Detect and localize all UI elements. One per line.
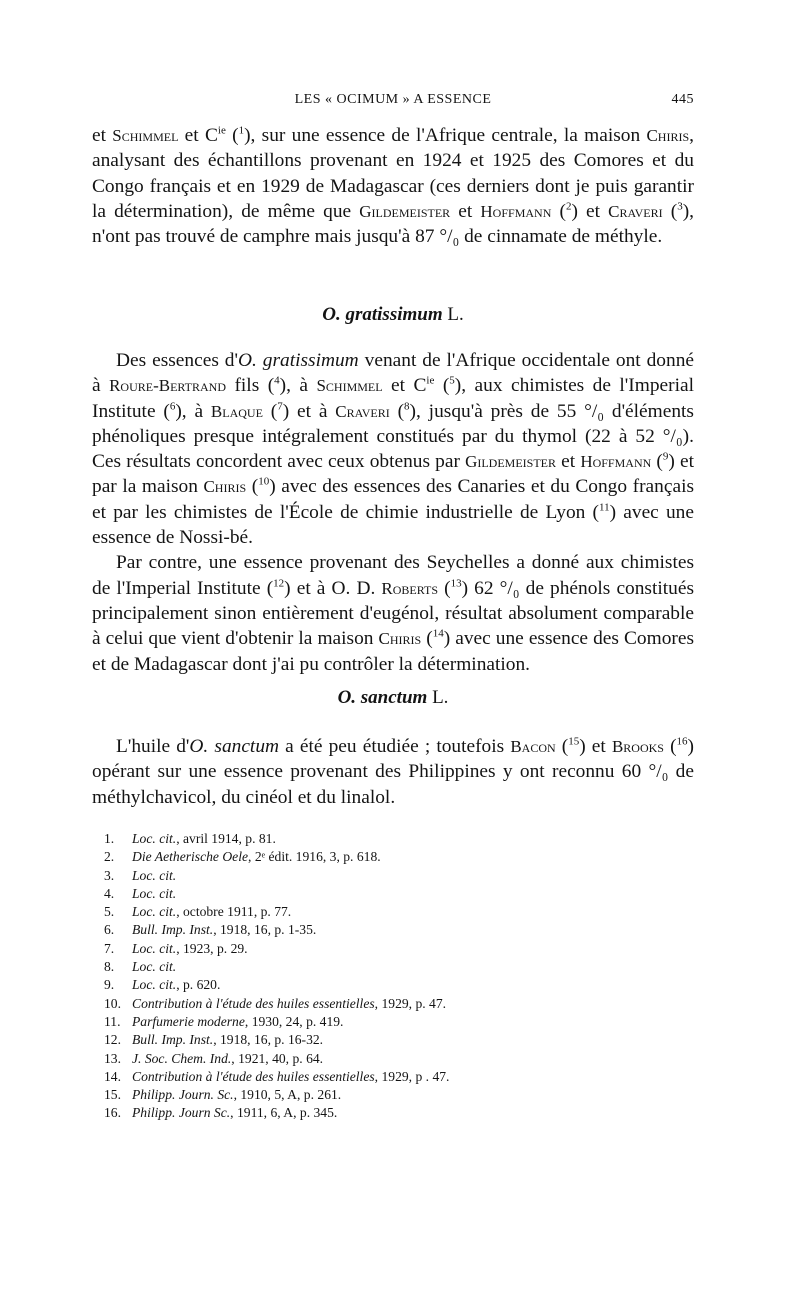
footnote-ref: 8 <box>404 400 410 413</box>
footnote-ref: 1 <box>238 124 245 137</box>
species-name: O. sanctum <box>337 687 428 708</box>
footnote: 11. Parfumerie moderne, 1930, 24, p. 419. <box>104 1013 344 1029</box>
section-title-gratissimum <box>92 304 694 326</box>
footnote-ref: 11 <box>599 501 610 514</box>
footnote-ref: 12 <box>273 577 285 590</box>
footnote-ref: 2 <box>565 200 572 213</box>
author-name: Hoffmann <box>480 201 552 221</box>
footnote-ref: 9 <box>662 450 669 463</box>
footnote: 4. Loc. cit. <box>104 885 177 901</box>
footnote: 7. Loc. cit., 1923, p. 29. <box>104 940 248 956</box>
author-name: Schimmel <box>112 126 179 145</box>
footnote: 5. Loc. cit., octobre 1911, p. 77. <box>104 904 292 920</box>
author-name: Bacon <box>510 737 556 756</box>
author-name: Gildemeister <box>359 201 451 221</box>
footnote: 6. Bull. Imp. Inst., 1918, 16, p. 1-35. <box>104 922 317 938</box>
paragraph-3-text: Par contre, une essence provenant des Seychelles a donné aux chimistes de l'Imperial Institute ($^{12}$) et à O. D. Roberts ($^{13}$) 62 °/₀ de phénols constitués principalement sinon entièrement d'eugénol, résultat absolument comparable à celui que vient d'obtenir la maison Chiris ($^{14}$) avec une essence des Comores et de Madagascar dont j'ai pu contrôler la détermination. <box>92 552 694 675</box>
author-name: Schimmel <box>316 376 383 396</box>
footnote-ref: 6 <box>169 400 176 413</box>
footnotes <box>104 830 449 1123</box>
footnote-ref: 3 <box>677 200 683 213</box>
footnote: 8. Loc. cit. <box>104 959 177 975</box>
author-name: Craveri <box>335 401 390 421</box>
species-author: L. <box>447 304 464 325</box>
footnote: 14. Contribution à l'étude des huiles essentielles, 1929, p . 47. <box>104 1068 450 1084</box>
paragraph-2 <box>92 348 694 677</box>
author-name: Chiris <box>378 629 422 649</box>
species-name: O. gratissimum <box>322 304 443 325</box>
author-name: Chiris <box>646 126 690 145</box>
footnote: 9. Loc. cit., p. 620. <box>104 977 221 993</box>
species-author: L. <box>432 687 449 708</box>
paragraph-1-text: et Schimmel et $C^{ie}$ ($^1$), sur une essence de l'Afrique centrale, la maison Chiris, analysant des échantillons provenant en 1924 et 1925 des Comores et du Congo français et en 1929 de Madagascar (ces derniers dont je puis garantir la détermination), de même que Gildemeister et Hoffmann ($^2$) et Craveri ($^3$), n'ont pas trouvé de camphre mais jusqu'à 87 °/₀ de cinnamate de méthyle. <box>92 124 695 248</box>
author-name: Chiris <box>203 477 247 497</box>
footnote: 15. Philipp. Journ. Sc., 1910, 5, A, p. 261. <box>104 1087 342 1103</box>
footnote-ref: 4 <box>274 374 280 387</box>
footnote-ref: 13 <box>450 577 462 590</box>
author-name: Roure-Bertrand <box>109 376 227 396</box>
paragraph-4-text: L'huile d'O. sanctum a été peu étudiée ; toutefois Bacon ($^{15}$) et Brooks ($^{16}$) opérant sur une essence provenant des Philippines y ont reconnu 60 °/₀ de méthylchavicol, du cinéol et du linalol. <box>92 735 694 808</box>
footnote: 3. Loc. cit. <box>104 867 177 883</box>
footnote-ref: 16 <box>676 735 688 748</box>
paragraph-2-text: Des essences d'O. gratissimum venant de l'Afrique occidentale ont donné à Roure-Bertrand fils ($^4$), à Schimmel et $C^{ie}$ ($^5$), aux chimistes de l'Imperial Institute ($^6$), à Blaque ($^7$) et à Craveri ($^8$), jusqu'à près de 55 °/₀ d'éléments phénoliques presque intégralement constitués par du thymol (22 à 52 °/₀). Ces résultats concordent avec ceux obtenus par Gildemeister et Hoffmann ($^9$) et par la maison Chiris ($^{10}$) avec des essences des Canaries et du Congo français et par les chimistes de l'École de chimie industrielle de Lyon ($^{11}$) avec une essence de Nossi-bé. <box>92 350 695 549</box>
footnote-ref: 10 <box>258 476 270 489</box>
footnote: 16. Philipp. Journ Sc., 1911, 6, A, p. 345. <box>104 1105 338 1121</box>
author-name: Roberts <box>381 578 439 598</box>
paragraph-4 <box>92 734 694 810</box>
footnote-ref: 7 <box>277 400 283 413</box>
running-header <box>92 92 694 112</box>
paragraph-1 <box>92 123 694 249</box>
footnote: 13. J. Soc. Chem. Ind., 1921, 40, p. 64. <box>104 1050 324 1066</box>
footnote: 12. Bull. Imp. Inst., 1918, 16, p. 16-32. <box>104 1032 324 1048</box>
footnote: 1. Loc. cit., avril 1914, p. 81. <box>104 831 276 846</box>
species-name: O. sanctum <box>189 736 280 757</box>
running-title: LES « OCIMUM » A ESSENCE <box>294 92 492 107</box>
page-number: 445 <box>671 92 694 107</box>
author-name: Blaque <box>210 401 263 421</box>
author-name: Hoffmann <box>580 452 652 472</box>
footnote-ref: 14 <box>432 627 444 640</box>
author-name: Gildemeister <box>465 452 557 472</box>
section-title-sanctum <box>92 687 694 709</box>
author-name: Brooks <box>611 737 664 756</box>
author-name: Craveri <box>608 201 663 221</box>
species-name: O. gratissimum <box>238 350 359 371</box>
footnote: 2. Die Aetherische Oele, 2ᵉ édit. 1916, 3, p. 618. <box>104 849 381 865</box>
footnote: 10. Contribution à l'étude des huiles essentielles, 1929, p. 47. <box>104 995 447 1011</box>
footnote-ref: 15 <box>568 735 580 748</box>
footnote-ref: 5 <box>449 374 455 387</box>
